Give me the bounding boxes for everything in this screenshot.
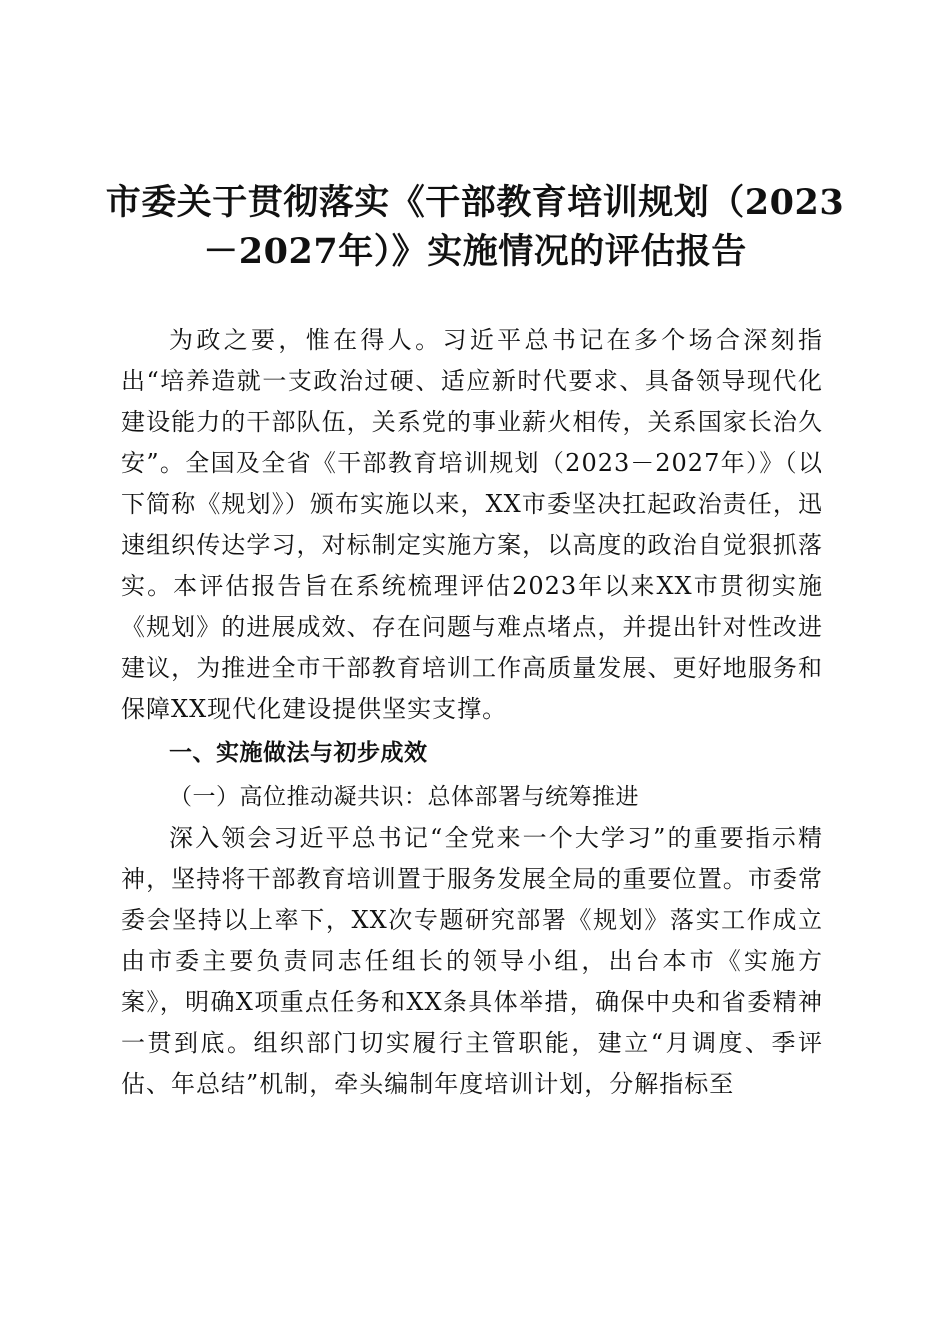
- intro-paragraph: 为政之要，惟在得人。习近平总书记在多个场合深刻指出“培养造就一支政治过硬、适应新时代要求、具备领导现代化建设能力的干部队伍，关系党的事业薪火相传，关系国家长治久安”。全国及全省《干部教育培训规划（2023－2027年）》（以下简称《规划》）颁布实施以来，XX市委坚决扛起政治责任，迅速组织传达学习，对标制定实施方案，以高度的政治自觉狠抓落实。本评估报告旨在系统梳理评估2023年以来XX市贯彻实施《规划》的进展成效、存在问题与难点堵点，并提出针对性改进建议，为推进全市干部教育培训工作高质量发展、更好地服务和保障XX现代化建设提供坚实支撑。: [121, 326, 823, 723]
- document-title: 市委关于贯彻落实《干部教育培训规划（2023－2027年）》实施情况的评估报告: [105, 182, 845, 272]
- subsection-heading: （一）高位推动凝共识：总体部署与统筹推进: [169, 784, 639, 810]
- document-body: [121, 320, 823, 1105]
- section-heading: 一、实施做法与初步成效: [169, 740, 428, 766]
- body-paragraph: 深入领会习近平总书记“全党来一个大学习”的重要指示精神，坚持将干部教育培训置于服务发展全局的重要位置。市委常委会坚持以上率下，XX次专题研究部署《规划》落实工作成立由市委主要负责同志任组长的领导小组，出台本市《实施方案》，明确X项重点任务和XX条具体举措，确保中央和省委精神一贯到底。组织部门切实履行主管职能，建立“月调度、季评估、年总结”机制，牵头编制年度培训计划，分解指标至: [121, 824, 823, 1098]
